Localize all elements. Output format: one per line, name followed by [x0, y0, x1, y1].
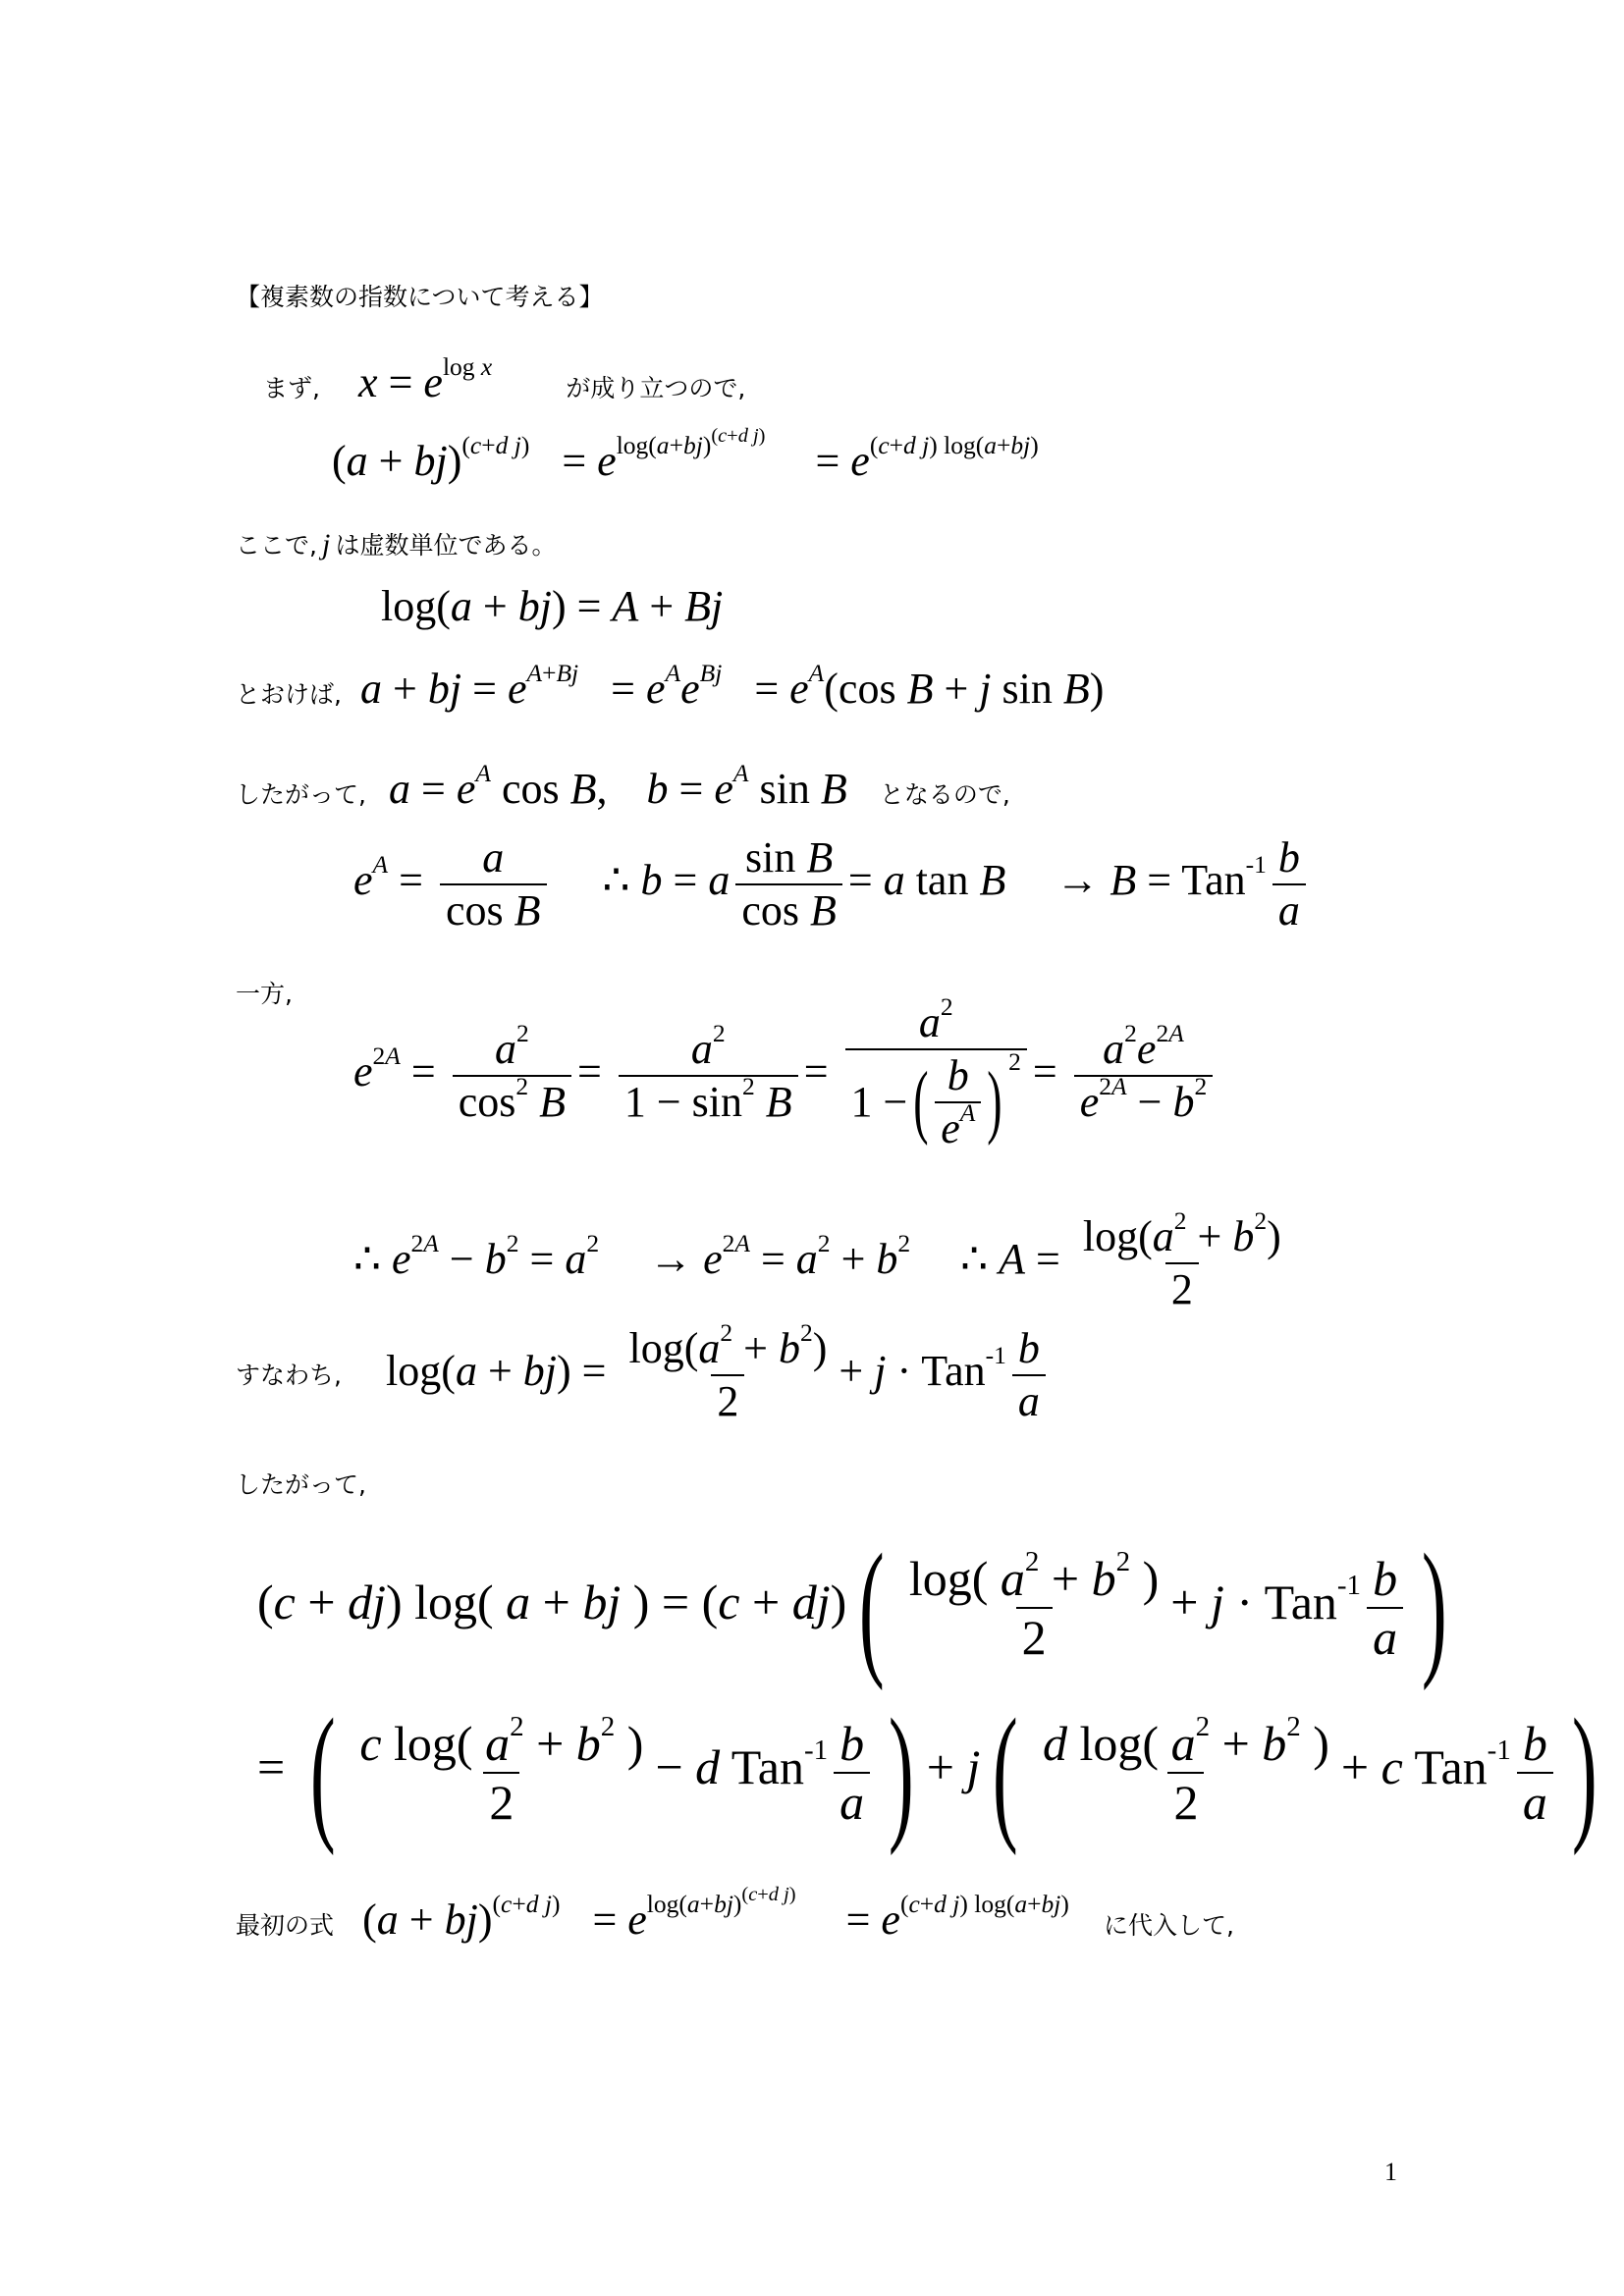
equation-exponent-expanded: = ( $\frac{c \log( a^2 + b^2 )}{2}$ − d Tan$^{-1}$ $\frac{b}{a}$ ) + j( $\frac{d \log( a^2 + b^2 )}{2}$ + c Tan$^{-1}$ $\frac{b}{a}$ ): [257, 1687, 1597, 1856]
equation-log-complex-result: log(a + bj) = $\frac{\log(a^2 + b^2)}{2}$ + j · Tan$^{-1}$ $\frac{b}{a}$: [386, 1347, 1052, 1395]
line-14: [236, 1884, 1234, 1944]
line-1: [263, 352, 746, 406]
equation-log-definition: log(a + bj) = A + Bj: [381, 582, 724, 630]
line-10: [236, 1318, 1052, 1425]
equation-a-b-components: $a = e^A$ cos B, $b = e^A$ sin B: [389, 759, 847, 813]
line-6-prefix: したがって,: [236, 780, 366, 809]
line-3-text-b: は虚数単位である。: [335, 531, 557, 560]
line-10-prefix: すなわち,: [236, 1361, 342, 1390]
equation-A-solution: ∴ $e^{2A} - b^2 = a^2 \to e^{2A} = a^2 + b^2$ ∴ A = $\frac{\log(a^2 + b^2)}{2}$: [353, 1206, 1281, 1313]
page-number: 1: [1384, 2158, 1397, 2186]
equation-x-equals-e-logx: $x = e^{log x}$: [358, 352, 493, 406]
line-8-prefix: 一方,: [236, 980, 293, 1008]
line-14-suffix: に代入して,: [1103, 1911, 1234, 1940]
equation-exponent-product: (c + dj) log( a + bj ) = (c + dj)( $\frac{\log( a^2 + b^2 )}{2}$ + j · Tan$^{-1}$ $\frac{b}{a}$ ): [257, 1522, 1447, 1691]
line-1-prefix: まず,: [263, 374, 320, 402]
line-14-prefix: 最初の式: [236, 1911, 335, 1940]
line-11-prefix: したがって,: [236, 1470, 366, 1499]
symbol-j: j: [322, 528, 331, 561]
line-6-suffix: となるので,: [879, 780, 1010, 809]
equation-complex-power: $(a + bj)^{(c+d j)} = e^{log(a+bj)^{(c+d j)}} = e^{(c+d j) log(a+bj)}$: [332, 425, 1039, 485]
line-5: [236, 659, 1105, 713]
section-heading: 【複素数の指数について考える】: [236, 283, 604, 311]
line-5-prefix: とおけば,: [236, 680, 342, 709]
equation-first-formula-repeat: $(a + bj)^{(c+d j)} = e^{log(a+bj)^{(c+d j)}} = e^{(c+d j) log(a+bj)}$: [362, 1884, 1069, 1944]
line-3: [236, 530, 557, 560]
line-3-text-a: ここで,: [236, 531, 317, 560]
equation-euler-expansion: a + bj = $e^{A+Bj} = e^Ae^{Bj} = e^A(\cos$ B + j sin B): [360, 659, 1105, 713]
line-6: [236, 759, 1010, 813]
equation-tan-derivation: $e^A$ = $\frac{a}{\text{cos B}}$ ∴ b = a $\frac{\text{sin B}}{\text{cos B}}$ = a tan B → B = Tan$^{-1}$ $\frac{b}{a}$: [353, 836, 1312, 933]
equation-e2A-derivation: $e^{2A}$ = $\frac{a^2}{\cos^2 B}$ = $\frac{a^2}{1 - \sin^2 B}$ = $a^2$ 1 − ( $\frac{b}{e^A}$ ) $^2$ = $\frac{a^2e^{2A}}{e^{2A} - b^2}$: [353, 1001, 1218, 1150]
line-1-suffix: が成り立つので,: [566, 374, 746, 402]
